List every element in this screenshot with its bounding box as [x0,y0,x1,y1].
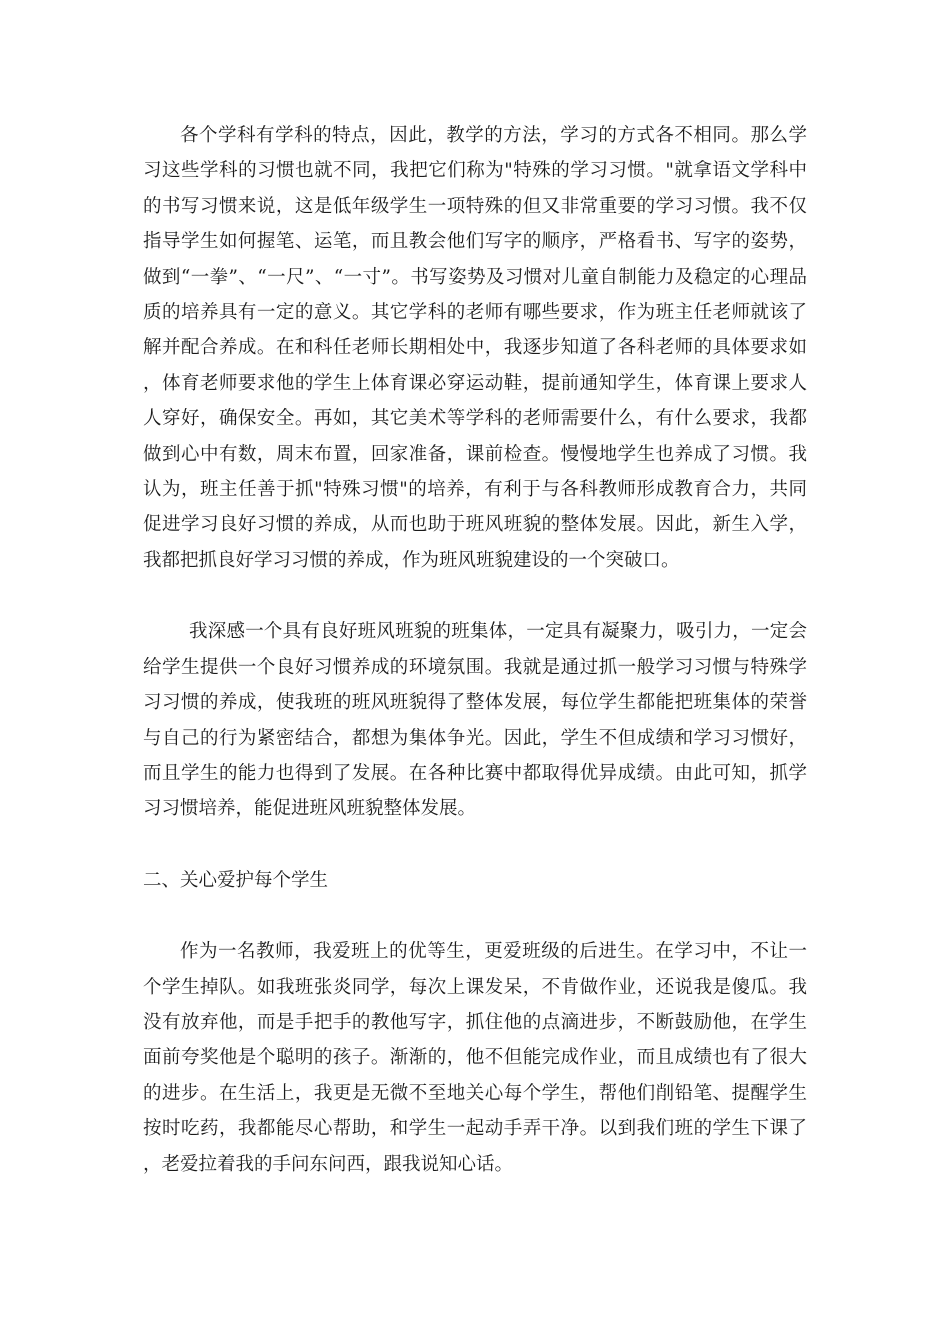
paragraph-gap [143,578,807,614]
paragraph-class-style: 我深感一个具有良好班风班貌的班集体，一定具有凝聚力，吸引力，一定会给学生提供一个良好习惯养成的环境氛围。我就是通过抓一般学习习惯与特殊学习习惯的养成，使我班的班风班貌得了整体发展，每位学生都能把班集体的荣誉与自己的行为紧密结合，都想为集体争光。因此，学生不但成绩和学习习惯好，而且学生的能力也得到了发展。在各种比赛中都取得优异成绩。由此可知，抓学习习惯培养，能促进班风班貌整体发展。 [143,621,807,820]
section-heading: 二、关心爱护每个学生 [143,869,329,891]
paragraph-special-habits: 各个学科有学科的特点，因此，教学的方法，学习的方式各不相同。那么学习这些学科的习惯也就不同，我把它们称为"特殊的学习习惯。"就拿语文学科中的书写习惯来说，这是低年级学生一项特殊的但又非常重要的学习习惯。我不仅指导学生如何握笔、运笔，而且教会他们写字的顺序，严格看书、写字的姿势，做到“一拳”、“一尺”、“一寸”。书写姿势及习惯对儿童自制能力及稳定的心理品质的培养具有一定的意义。其它学科的老师有哪些要求，作为班主任老师就该了解并配合养成。在和科任老师长期相处中，我逐步知道了各科老师的具体要求如，体育老师要求他的学生上体育课必穿运动鞋，提前通知学生，体育课上要求人人穿好，确保安全。再如，其它美术等学科的老师需要什么，有什么要求，我都做到心中有数，周末布置，回家准备，课前检查。慢慢地学生也养成了习惯。我认为，班主任善于抓"特殊习惯"的培养，有利于与各科教师形成教育合力，共同促进学习良好习惯的养成，从而也助于班风班貌的整体发展。因此，新生入学，我都把抓良好学习习惯的养成，作为班风班貌建设的一个突破口。 [143,125,807,571]
document-body [143,118,807,1182]
paragraph-care-students: 作为一名教师，我爱班上的优等生，更爱班级的后进生。在学习中，不让一个学生掉队。如我班张炎同学，每次上课发呆，不肯做作业，还说我是傻瓜。我没有放弃他，而是手把手的教他写字，抓住他的点滴进步，不断鼓励他，在学生面前夸奖他是个聪明的孩子。渐渐的，他不但能完成作业，而且成绩也有了很大的进步。在生活上，我更是无微不至地关心每个学生，帮他们削铅笔、提醒学生按时吃药，我都能尽心帮助，和学生一起动手弄干净。以到我们班的学生下课了，老爱拉着我的手问东问西，跟我说知心话。 [143,941,807,1175]
paragraph-gap [143,898,807,934]
paragraph-gap [143,827,807,863]
